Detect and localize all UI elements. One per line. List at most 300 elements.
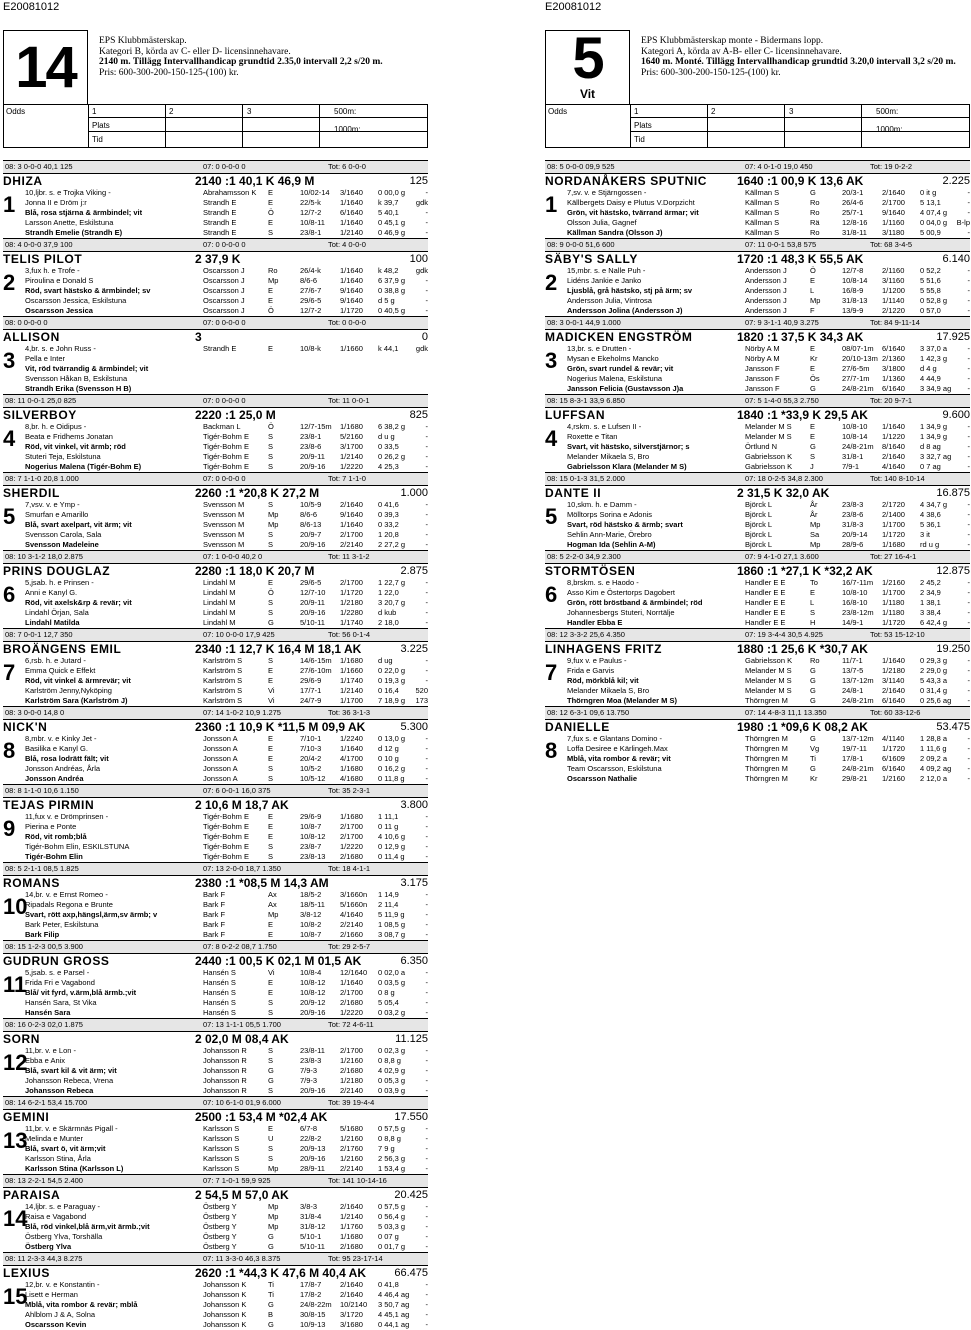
track: G <box>268 1066 274 1075</box>
driver: Källman S <box>745 198 780 207</box>
track: S <box>268 1086 274 1095</box>
horse-body <box>3 1280 428 1330</box>
track: G <box>268 1320 274 1329</box>
race-date: 24/8-21m <box>842 696 874 705</box>
horse-stats <box>545 395 970 407</box>
track: E <box>268 978 274 987</box>
odds-note: - <box>425 1144 428 1153</box>
horse-distance-record: 2140 :1 40,1 K 46,9 M <box>195 174 315 188</box>
driver: Jonsson A <box>203 774 238 783</box>
placing-time: 3 50,7 ag <box>378 1300 410 1309</box>
form-row <box>545 686 970 696</box>
placing-time: 0 8,8 g <box>378 1056 401 1065</box>
race-info-line: Kategori B, körda av C- eller D- licensinnehavare. <box>99 46 291 57</box>
placing-time: 0 03,2 g <box>378 1008 406 1017</box>
odds-note: - <box>425 188 428 197</box>
odds-note: - <box>967 432 970 441</box>
placing-time: 4 02,9 g <box>378 1066 406 1075</box>
start-distance: 12/1640 <box>340 968 368 977</box>
form-row <box>3 764 428 774</box>
stats-2008: 08: 10 3-1-2 18,0 2.875 <box>5 552 83 561</box>
col-3-label: 3 <box>789 107 794 116</box>
horse-info: Johannesbergs Stuteri, Norrtälje <box>567 608 675 617</box>
race-date: 30/8-15 <box>300 1310 326 1319</box>
odds-note: - <box>425 1242 428 1251</box>
horse-info: Hansén Sara, St Vika <box>25 998 97 1007</box>
start-distance: 1/1180 <box>882 608 905 617</box>
odds-note: - <box>967 676 970 685</box>
race-date: 10/5-2 <box>300 764 322 773</box>
track: Mp <box>268 1164 279 1173</box>
odds-label: Odds <box>6 107 26 116</box>
stats-2007: 07: 19 3-4-4 30,5 4.925 <box>745 630 823 639</box>
horse-info: Team Oscarsson, Eskilstuna <box>567 764 662 773</box>
placing-time: 4 45,1 ag <box>378 1310 410 1319</box>
placing-time: 0 00,0 g <box>378 188 406 197</box>
start-distance: 1/2160 <box>340 1134 363 1143</box>
driver: Backman L <box>203 422 241 431</box>
track: E <box>268 988 274 997</box>
stats-2008: 08: 3 0-0-0 14,8 0 <box>5 708 65 717</box>
horse-body <box>3 1046 428 1096</box>
race-date: 17/8-1 <box>842 754 864 763</box>
start-distance: 2/1680 <box>340 1242 363 1251</box>
driver: Handler E E <box>745 598 786 607</box>
placing-time: 6 42,4 g <box>920 618 948 627</box>
horse-info: Svensson Madeleine <box>25 540 99 549</box>
driver: Karlsson S <box>203 1124 240 1133</box>
race-date: 27/6-5m <box>842 364 870 373</box>
form-row <box>3 852 428 862</box>
form-row <box>545 754 970 764</box>
driver: Thörngren M <box>745 744 788 753</box>
form-row <box>3 978 428 988</box>
form-row <box>545 540 970 550</box>
horse-info: Melander Mikaela S, Bro <box>567 452 650 461</box>
track: S <box>268 598 274 607</box>
odds-note: - <box>425 500 428 509</box>
horse-entry <box>3 550 428 628</box>
race-date: 31/8-13 <box>842 296 868 305</box>
race-date: 12/7-2 <box>300 306 322 315</box>
horse-info: Nogerius Malena (Tigér-Bohm E) <box>25 462 142 471</box>
odds-note: - <box>425 754 428 763</box>
horse-info: Blå, rosa lodrätt fält; vit <box>25 754 109 763</box>
stats-2008: 08: 11 2-3-3 44,3 8.275 <box>5 1254 83 1263</box>
race-date: 10/02-14 <box>300 188 330 197</box>
placing-time: 0 12,9 g <box>378 842 406 851</box>
horse-info: Loffa Desiree e Kärlingeh.Max <box>567 744 668 753</box>
horse-info: Ripadals Regona e Brunte <box>25 900 113 909</box>
horse-info: Källman Sandra (Olsson J) <box>567 228 663 237</box>
horse-entry <box>3 472 428 550</box>
start-distance: 2/1700 <box>340 1046 363 1055</box>
track: Ti <box>268 1290 274 1299</box>
grid-line <box>319 105 320 147</box>
horse-name-line <box>3 875 428 890</box>
form-row <box>3 754 428 764</box>
form-row <box>3 598 428 608</box>
odds-note: B-lp <box>956 218 970 227</box>
horse-name-line <box>3 173 428 188</box>
horse-info: Oscarsson Nathalie <box>567 774 638 783</box>
odds-note: - <box>967 540 970 549</box>
track: Vg <box>810 744 820 753</box>
track: Ro <box>810 656 820 665</box>
stats-2007: 07: 5 1-4-0 55,3 2.750 <box>745 396 819 405</box>
horse-info: 5,jsab. s. e Parsel - <box>25 968 90 977</box>
form-row <box>3 462 428 472</box>
track: L <box>810 598 815 607</box>
race-date: 20/9-13 <box>300 1144 326 1153</box>
form-row <box>3 696 428 706</box>
start-distance: 1/2180 <box>340 1076 363 1085</box>
driver: Lindahl M <box>203 618 236 627</box>
driver: Björck L <box>745 540 773 549</box>
race-date: 7/10-1 <box>300 734 322 743</box>
horse-stats <box>545 473 970 485</box>
placing-time: 0 57,5 g <box>378 1124 406 1133</box>
stats-2008: 08: 3 0-0-0 40,1 125 <box>5 162 73 171</box>
driver: Andersson J <box>745 296 787 305</box>
form-row <box>545 218 970 228</box>
horse-name: BROÄNGENS EMIL <box>3 642 122 656</box>
odds-note: - <box>425 1154 428 1163</box>
form-row <box>545 520 970 530</box>
horse-info: Svart, röd hästsko & ärmb; svart <box>567 520 683 529</box>
horse-info: Hogman Ida (Sehlin A-M) <box>567 540 656 549</box>
race-date: 20/3-1 <box>842 188 864 197</box>
odds-note: - <box>425 1056 428 1065</box>
race-number: 14 <box>15 35 76 100</box>
start-number: 4 <box>3 426 16 451</box>
form-row <box>3 910 428 920</box>
placing-time: 0 16,4 <box>378 686 399 695</box>
placing-time: 6 38,2 g <box>378 422 406 431</box>
placing-time: 0 39,3 <box>378 510 399 519</box>
race-date: 23/8-6 <box>300 442 322 451</box>
form-row <box>3 384 428 394</box>
driver: Karlsson S <box>203 1154 240 1163</box>
horse-info: Jansson Felicia (Gustavsson J)a <box>567 384 684 393</box>
horse-info: Mölltorps Sorina e Adonis <box>567 510 653 519</box>
horse-info: Gabrielsson Klara (Melander M S) <box>567 462 687 471</box>
placing-time: 0 41,6 <box>378 500 399 509</box>
form-row <box>545 452 970 462</box>
driver: Bark F <box>203 900 226 909</box>
form-row <box>3 364 428 374</box>
horse-earnings: 20.425 <box>394 1189 428 1201</box>
start-distance: 2/1640 <box>340 500 363 509</box>
track: E <box>268 344 274 353</box>
horse-info: Vit, röd tvärrandig & ärmbindel; vit <box>25 364 149 373</box>
odds-note: - <box>425 510 428 519</box>
odds-note: - <box>967 520 970 529</box>
driver: Melander M S <box>745 666 792 675</box>
start-distance: 8/1640 <box>882 442 905 451</box>
form-row <box>3 306 428 316</box>
horse-body <box>3 578 428 628</box>
start-distance: 1/1660 <box>340 666 363 675</box>
horse-entry <box>3 160 428 238</box>
track: Vi <box>268 686 275 695</box>
placing-time: 0 04,0 g <box>920 218 948 227</box>
driver: Tigér-Bohm E <box>203 452 249 461</box>
driver: Thörngren M <box>745 754 788 763</box>
odds-note: - <box>425 442 428 451</box>
form-row <box>545 188 970 198</box>
stats-total: Tot: 95 23-17-14 <box>328 1254 383 1263</box>
form-row <box>3 1310 428 1320</box>
form-row <box>545 384 970 394</box>
form-row <box>3 198 428 208</box>
form-row <box>3 930 428 940</box>
track: E <box>268 832 274 841</box>
placing-time: 4 10,6 g <box>378 832 406 841</box>
track: B <box>268 1310 274 1319</box>
start-distance: 1/1180 <box>882 598 905 607</box>
placing-time: 0 22,0 g <box>378 666 406 675</box>
horse-earnings: 11.125 <box>395 1033 428 1045</box>
race-date: 5/10-11 <box>300 618 325 627</box>
horse-name: ROMANS <box>3 876 60 890</box>
horse-entry <box>545 316 970 394</box>
start-distance: 1/2180 <box>340 598 363 607</box>
odds-note: - <box>425 1202 428 1211</box>
horse-info: Andersson Julia, Vintrosa <box>567 296 652 305</box>
placing-time: d ug <box>378 656 393 665</box>
race-date: 20/9-16 <box>300 540 326 549</box>
driver: Källman S <box>745 218 780 227</box>
start-distance: 1/1640 <box>882 656 905 665</box>
form-row <box>3 1202 428 1212</box>
odds-note: - <box>425 832 428 841</box>
track: S <box>268 1144 274 1153</box>
odds-note: - <box>425 1290 428 1299</box>
placing-time: 0 33,5 <box>378 442 399 451</box>
odds-note: - <box>967 764 970 773</box>
odds-note: - <box>967 588 970 597</box>
stats-2008: 08: 11 0-0-1 25,0 825 <box>5 396 77 405</box>
odds-note: 173 <box>415 696 428 705</box>
horse-info: 7,fux s. e Glantans Domino - <box>567 734 663 743</box>
placing-time: 0 56,4 g <box>378 1212 406 1221</box>
track: To <box>810 578 818 587</box>
odds-note: - <box>967 774 970 783</box>
placing-time: 3 38,4 <box>920 608 941 617</box>
form-row <box>3 344 428 354</box>
odds-note: - <box>425 286 428 295</box>
horse-info: Blå, röd vinkel,blå ärm,vit ärmb.;vit <box>25 1222 150 1231</box>
form-row <box>545 578 970 588</box>
start-number: 11 <box>3 972 27 997</box>
placing-time: 1 22,0 <box>378 588 399 597</box>
start-distance: 1/2220 <box>340 1008 363 1017</box>
track: Mp <box>268 910 279 919</box>
start-distance: 4/1680 <box>340 774 363 783</box>
horse-info: 3,fux h. e Trofe - <box>25 266 80 275</box>
horse-info: Mblå, vita rombor & revär; mblå <box>25 1300 138 1309</box>
start-number: 13 <box>3 1128 28 1153</box>
horse-earnings: 825 <box>409 409 428 421</box>
placing-time: 4 25,3 <box>378 462 399 471</box>
track: E <box>268 930 274 939</box>
horse-earnings: 2.875 <box>400 565 428 577</box>
race-date: 20/9-16 <box>300 1008 326 1017</box>
start-distance: 1/1700 <box>340 696 363 705</box>
driver: Tigér-Bohm E <box>203 832 249 841</box>
driver: Tigér-Bohm E <box>203 852 249 861</box>
horse-stats <box>3 785 428 797</box>
driver: Johansson K <box>203 1290 247 1299</box>
plats-label: Plats <box>634 121 652 130</box>
race-date: 23/8-7 <box>300 842 322 851</box>
grid-line <box>630 105 631 147</box>
track: S <box>268 852 274 861</box>
odds-note: - <box>425 764 428 773</box>
placing-time: k 44,1 <box>378 344 399 353</box>
driver: Bark F <box>203 890 226 899</box>
grid-line <box>630 131 969 132</box>
horse-info: Jonsson Andréa <box>25 774 84 783</box>
start-distance: 2/2140 <box>340 920 363 929</box>
form-row <box>545 656 970 666</box>
horse-stats <box>545 317 970 329</box>
race-date: 24/8-22m <box>300 1300 332 1309</box>
horse-info: Smurfan e Amarillo <box>25 510 89 519</box>
placing-time: 0 46,9 g <box>378 228 406 237</box>
driver: Tigér-Bohm E <box>203 812 249 821</box>
form-row <box>3 442 428 452</box>
start-distance: 1/2160 <box>340 1154 363 1163</box>
odds-note: - <box>425 598 428 607</box>
odds-note: - <box>425 822 428 831</box>
race-date: 20/10-13m <box>842 354 878 363</box>
driver: Bark F <box>203 910 226 919</box>
race-date: 20/9-16 <box>300 462 326 471</box>
m1000-label: 1000m: <box>334 125 361 134</box>
start-distance: 2/1700 <box>340 832 363 841</box>
race-date: 29/6-5 <box>300 296 322 305</box>
page-code: E20081012 <box>545 1 602 13</box>
race-date: 26/4-6 <box>842 198 864 207</box>
race-date: 23/8-3 <box>842 500 864 509</box>
track: Mp <box>268 1222 279 1231</box>
track: U <box>268 1134 274 1143</box>
horse-body <box>3 500 428 550</box>
horse-distance-record: 1860 :1 *27,1 K *32,2 AK <box>737 564 873 578</box>
driver: Lindahl M <box>203 578 236 587</box>
race-info <box>641 36 971 78</box>
stats-2007: 07: 11 3-3-0 46,3 8.375 <box>203 1254 281 1263</box>
driver: Östberg Y <box>203 1212 237 1221</box>
race-date: 12/7-15m <box>300 422 332 431</box>
driver: Andersson J <box>745 276 787 285</box>
horse-info: Blå, svart ö, vit ärm;vit <box>25 1144 106 1153</box>
odds-note: - <box>967 306 970 315</box>
driver: Handler E E <box>745 578 786 587</box>
driver: Karlsson S <box>203 1164 240 1173</box>
start-distance: 2/2140 <box>340 1086 363 1095</box>
odds-note: - <box>425 520 428 529</box>
start-distance: 2/1680 <box>340 852 363 861</box>
form-row <box>3 900 428 910</box>
start-number: 15 <box>3 1284 28 1309</box>
stats-total: Tot: 20 9-7-1 <box>870 396 913 405</box>
start-distance: 2/1720 <box>882 500 905 509</box>
horse-info: Ahlblom J & A, Solna <box>25 1310 96 1319</box>
plats-label: Plats <box>92 121 110 130</box>
horse-earnings: 66.475 <box>394 1267 428 1279</box>
horse-info: Bark Filip <box>25 930 60 939</box>
horse-name-line <box>545 719 970 734</box>
placing-time: 1 34,9 g <box>920 432 948 441</box>
start-number: 2 <box>3 270 16 295</box>
stats-2008: 08: 13 2-2-1 54,5 2.400 <box>5 1176 83 1185</box>
race-date: 27/6-7 <box>300 286 322 295</box>
race-date: 27/7-1m <box>842 374 870 383</box>
race-date: 10/8-11 <box>300 218 325 227</box>
driver: Nörby A M <box>745 354 780 363</box>
horse-info: Pella e Inter <box>25 354 66 363</box>
horse-info: Beata e Fridhems Jonatan <box>25 432 113 441</box>
track: E <box>810 588 816 597</box>
race-date: 10/5-9 <box>300 500 322 509</box>
race-date: 23/8-12m <box>842 608 874 617</box>
driver: Källman S <box>745 208 780 217</box>
stats-total: Tot: 56 0-1-4 <box>328 630 371 639</box>
track: S <box>268 764 274 773</box>
odds-note: - <box>425 930 428 939</box>
race-date: 28/9-6 <box>842 540 864 549</box>
odds-note: - <box>967 228 970 237</box>
stats-2007: 07: 13 2-0-0 18,7 1.350 <box>203 864 281 873</box>
race-date: 14/6-15m <box>300 656 332 665</box>
race-date: 29/6-9 <box>300 676 322 685</box>
stats-2008: 08: 15 8-3-1 33,9 6.850 <box>547 396 625 405</box>
odds-note: - <box>425 812 428 821</box>
driver: Gabrielsson K <box>745 656 793 665</box>
horse-name: SHERDIL <box>3 486 60 500</box>
placing-time: 0 44,1 ag <box>378 1320 410 1329</box>
placing-time: 0 10 g <box>378 754 399 763</box>
horse-info: 12,br. v. e Konstantin - <box>25 1280 100 1289</box>
stats-2008: 08: 15 1-2-3 00,5 3.900 <box>5 942 83 951</box>
start-distance: 1/1640 <box>340 218 363 227</box>
driver: Oscarsson J <box>203 266 245 275</box>
stats-2007: 07: 0 0-0-0 0 <box>203 240 246 249</box>
driver: Jansson F <box>745 374 780 383</box>
start-number: 10 <box>3 894 28 919</box>
odds-note: - <box>425 676 428 685</box>
track: S <box>268 452 274 461</box>
stats-2007: 07: 4 0-1-0 19,0 450 <box>745 162 813 171</box>
driver: Svensson M <box>203 530 245 539</box>
track: S <box>268 228 274 237</box>
start-distance: 9/1640 <box>340 286 363 295</box>
form-row <box>3 276 428 286</box>
stats-total: Tot: 19 0-2-2 <box>870 162 913 171</box>
horse-distance-record: 2380 :1 *08,5 M 14,3 AM <box>195 876 329 890</box>
track: S <box>268 1056 274 1065</box>
track: Ro <box>268 266 278 275</box>
placing-time: 0 31,4 g <box>920 686 948 695</box>
horse-info: Frida e Garvis <box>567 666 615 675</box>
start-distance: 1/1160 <box>882 218 905 227</box>
track: F <box>810 306 815 315</box>
start-distance: 3/1660n <box>340 890 368 899</box>
race-date: 22/5-k <box>300 198 321 207</box>
